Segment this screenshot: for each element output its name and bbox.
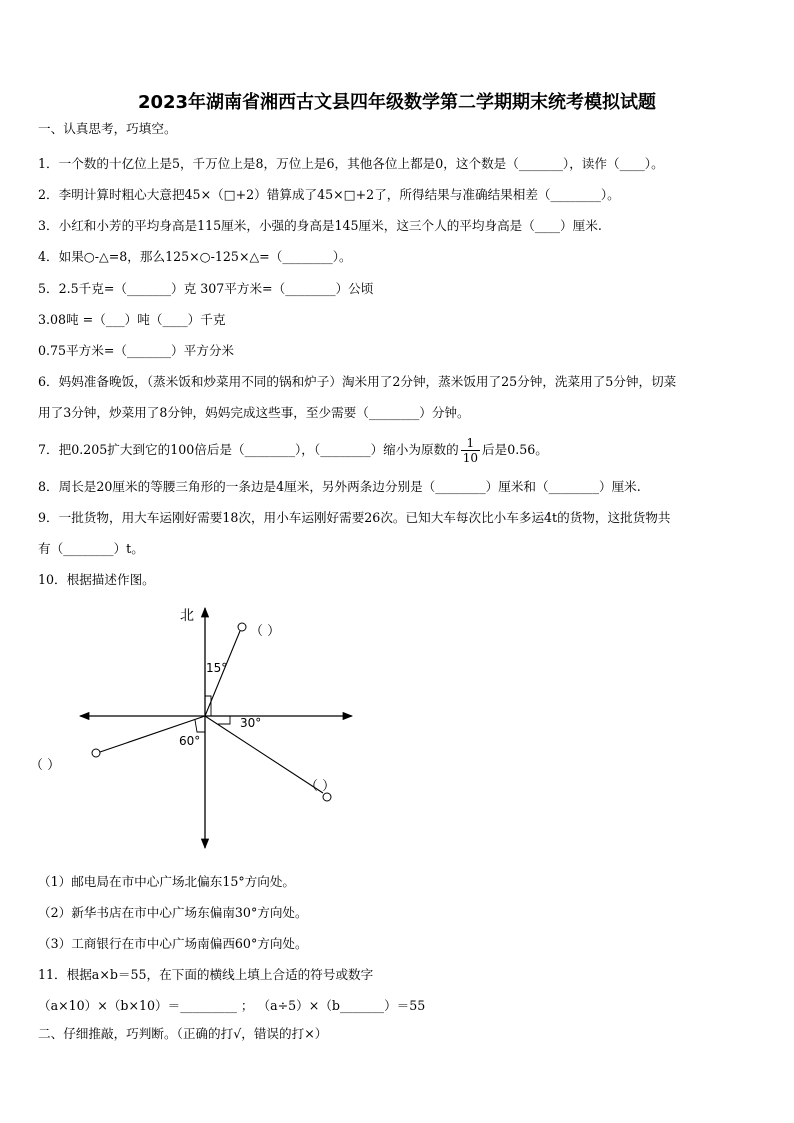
angle-label-15: 15° <box>206 661 228 675</box>
blank-bookstore: （ ） <box>305 779 336 794</box>
question-6a: 6．妈妈准备晚饭，（蒸米饭和炒菜用不同的锅和炉子）淘米用了2分钟，蒸米饭用了25分钟，洗菜用了5分钟，切菜 <box>38 374 677 389</box>
angle-mark-60 <box>195 720 205 732</box>
section-heading-2: 二、仔细推敲，巧判断。（正确的打√，错误的打×） <box>38 1026 328 1041</box>
question-6b: 用了3分钟，炒菜用了8分钟，妈妈完成这些事，至少需要（________）分钟。 <box>38 405 470 420</box>
angle-mark-30 <box>218 716 230 724</box>
point-post-office <box>238 623 246 631</box>
section-heading-1: 一、认真思考，巧填空。 <box>38 121 177 136</box>
question-10-1: （1）邮电局在市中心广场北偏东15°方向处。 <box>38 874 296 889</box>
question-10-2: （2）新华书店在市中心广场东偏南30°方向处。 <box>38 905 308 920</box>
question-8: 8．周长是20厘米的等腰三角形的一条边是4厘米，另外两条边分别是（________）厘米和（________）厘米. <box>38 479 641 494</box>
fraction-denominator: 10 <box>462 451 479 465</box>
angle-label-30: 30° <box>240 716 262 730</box>
page-title: 2023年湖南省湘西古文县四年级数学第二学期期末统考模拟试题 <box>137 92 657 113</box>
angle-label-60: 60° <box>179 734 201 748</box>
question-2: 2．李明计算时粗心大意把45×（□+2）错算成了45×□+2了，所得结果与准确结果相差（________）。 <box>38 187 620 202</box>
question-11-blanks: （a×10）×（b×10）＝_________ ； （a÷5）×（b_______）＝55 <box>38 998 426 1013</box>
point-bookstore <box>323 793 331 801</box>
blank-bank: （ ） <box>30 758 61 773</box>
question-5a: 5．2.5千克=（_______）克 307平方米=（________）公顷 <box>38 281 374 296</box>
question-5b: 3.08吨 =（___）吨（____）千克 <box>38 312 226 327</box>
north-label: 北 <box>180 608 194 624</box>
question-11: 11．根据a×b＝55，在下面的横线上填上合适的符号或数字 <box>38 967 374 982</box>
question-7-tail: 后是0.56。 <box>482 442 548 457</box>
question-10: 10．根据描述作图。 <box>38 572 155 587</box>
question-7-text: 7．把0.205扩大到它的100倍后是（________），（________）缩小为原数的 <box>38 442 459 457</box>
question-5c: 0.75平方米=（_______）平方分米 <box>38 343 235 358</box>
question-9a: 9．一批货物，用大车运刚好需要18次，用小车运刚好需要26次。已知大车每次比小车多运4t的货物，这批货物共 <box>38 510 671 525</box>
fraction-numerator: 1 <box>461 436 480 451</box>
question-9b: 有（________）t。 <box>38 541 144 556</box>
question-10-3: （3）工商银行在市中心广场南偏西60°方向处。 <box>38 936 308 951</box>
point-bank <box>92 749 100 757</box>
question-4: 4．如果○-△=8，那么125×○-125×△=（________）。 <box>38 249 352 264</box>
question-1: 1．一个数的十亿位上是5，千万位上是8，万位上是6，其他各位上都是0，这个数是（_______），读作（____）。 <box>38 156 664 171</box>
question-3: 3．小红和小芳的平均身高是115厘米，小强的身高是145厘米，这三个人的平均身高是（____）厘米. <box>38 218 602 233</box>
blank-post-office: （ ） <box>250 624 281 639</box>
